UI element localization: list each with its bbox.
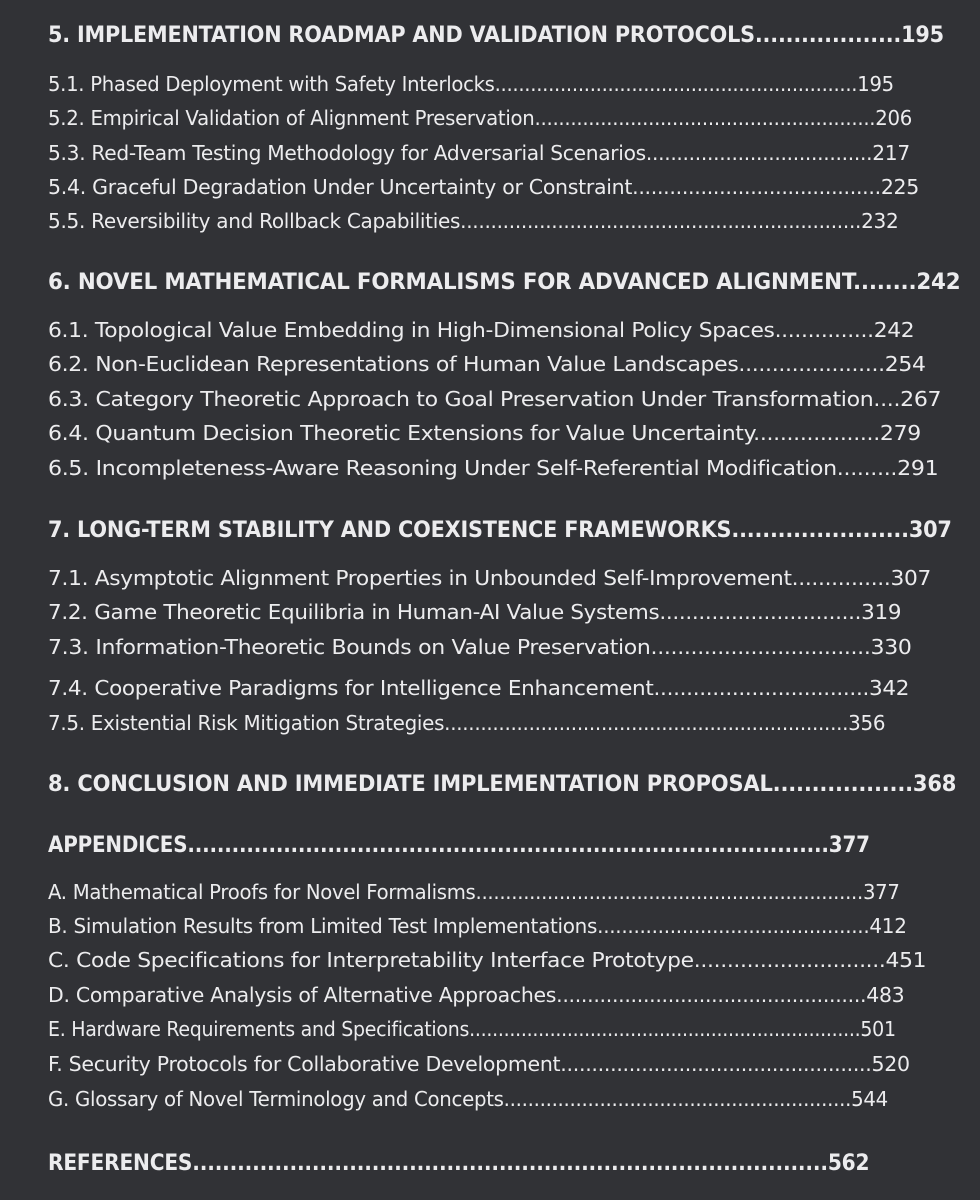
entry-title: A. Mathematical Proofs for Novel Formalisms (48, 880, 476, 904)
entry-title: 5.3. Red-Team Testing Methodology for Adversarial Scenarios (48, 141, 646, 165)
dot-leader: ......... (836, 456, 898, 480)
entry-title: 7.4. Cooperative Paradigms for Intelligence Enhancement (48, 676, 654, 700)
entry-title: 6.4. Quantum Decision Theoretic Extensions for Value Uncertainty (48, 421, 754, 445)
section-title: REFERENCES (48, 1150, 193, 1176)
section-title: 5. IMPLEMENTATION ROADMAP AND VALIDATION PROTOCOLS (48, 22, 755, 48)
toc-entry (48, 175, 919, 199)
section-title: APPENDICES (48, 832, 188, 858)
page-number: 342 (869, 676, 910, 700)
page-number: 319 (861, 600, 902, 624)
toc-entry (48, 106, 912, 130)
dot-leader: ......................................................... (534, 106, 876, 130)
page-number: 195 (901, 22, 944, 48)
toc-entry (48, 387, 941, 411)
dot-leader: .......................................................... (503, 1087, 852, 1111)
page-number: 368 (912, 771, 957, 797)
entry-title: E. Hardware Requirements and Specifications (48, 1017, 470, 1041)
toc-section-heading (48, 1150, 869, 1176)
page-number: 544 (851, 1087, 888, 1111)
page-number: 330 (870, 635, 912, 659)
toc-entry (48, 72, 894, 96)
dot-leader: ............................................................. (494, 72, 858, 96)
toc-section-heading (48, 832, 870, 858)
toc-entry (48, 711, 885, 735)
dot-leader: ................................................................. (475, 880, 863, 904)
toc-entry (48, 880, 900, 904)
page-number: 562 (827, 1150, 870, 1176)
toc-entry (48, 318, 914, 342)
page-number: 483 (866, 983, 905, 1007)
entry-title: 5.4. Graceful Degradation Under Uncertainty or Constraint (48, 175, 633, 199)
page-number: 356 (848, 711, 886, 735)
toc-entry (48, 421, 921, 445)
toc-entry (48, 1017, 896, 1041)
dot-leader: .................................................................. (460, 209, 862, 233)
toc-section-heading (48, 517, 952, 543)
entry-title: 7.3. Information-Theoretic Bounds on Value Preservation (48, 635, 651, 659)
toc-entry (48, 209, 898, 233)
dot-leader: ............................................. (597, 914, 870, 938)
toc-section-heading (48, 771, 956, 797)
toc-entry (48, 456, 938, 480)
page-number: 451 (885, 948, 927, 972)
dot-leader: .................................................................... (469, 1017, 861, 1041)
dot-leader: ................................................................... (444, 711, 849, 735)
entry-title: 7.2. Game Theoretic Equilibria in Human-AI Value Systems (48, 600, 660, 624)
entry-title: C. Code Specifications for Interpretability Interface Prototype (48, 948, 694, 972)
page-number: 217 (872, 141, 910, 165)
toc-entry (48, 635, 912, 659)
page-number: 267 (900, 387, 942, 411)
entry-title: 7.1. Asymptotic Alignment Properties in Unbounded Self-Improvement (48, 566, 792, 590)
page-number: 242 (873, 318, 915, 342)
dot-leader: ..................................... (645, 141, 873, 165)
entry-title: 5.5. Reversibility and Rollback Capabilities (48, 209, 461, 233)
dot-leader: ................... (753, 421, 880, 445)
toc-entry (48, 352, 926, 376)
dot-leader: ....................... (731, 517, 909, 543)
toc-entry (48, 676, 909, 700)
dot-leader: ................................. (653, 676, 870, 700)
section-title: 8. CONCLUSION AND IMMEDIATE IMPLEMENTATION PROPOSAL (48, 771, 773, 797)
page-number: 412 (869, 914, 907, 938)
dot-leader: ........ (852, 269, 917, 295)
entry-title: 7.5. Existential Risk Mitigation Strategies (48, 711, 445, 735)
page-number: 377 (862, 880, 900, 904)
page-number: 520 (871, 1052, 910, 1076)
page-number: 307 (908, 517, 952, 543)
dot-leader: ................... (754, 22, 902, 48)
dot-leader: ..................................................................................... (192, 1150, 828, 1176)
dot-leader: ............................... (659, 600, 862, 624)
entry-title: D. Comparative Analysis of Alternative Approaches (48, 983, 557, 1007)
toc-entry (48, 983, 904, 1007)
entry-title: 5.2. Empirical Validation of Alignment Preservation (48, 106, 535, 130)
page-number: 254 (884, 352, 926, 376)
toc-section-heading (48, 269, 960, 295)
entry-title: G. Glossary of Novel Terminology and Concepts (48, 1087, 504, 1111)
page-number: 242 (916, 269, 961, 295)
toc-entry (48, 948, 926, 972)
toc-entry (48, 1052, 910, 1076)
section-title: 6. NOVEL MATHEMATICAL FORMALISMS FOR ADVANCED ALIGNMENT (48, 269, 853, 295)
page-number: 377 (828, 832, 870, 858)
dot-leader: .... (873, 387, 901, 411)
entry-title: 6.1. Topological Value Embedding in High-Dimensional Policy Spaces (48, 318, 775, 342)
dot-leader: .................................................. (556, 983, 867, 1007)
dot-leader: ............... (774, 318, 874, 342)
entry-title: 6.2. Non-Euclidean Representations of Human Value Landscapes (48, 352, 739, 376)
toc-entry (48, 600, 901, 624)
dot-leader: ................................. (650, 635, 871, 659)
toc-entry (48, 1087, 888, 1111)
dot-leader: .................................................. (560, 1052, 872, 1076)
page-number: 225 (880, 175, 920, 199)
dot-leader: ........................................ (632, 175, 881, 199)
page-number: 206 (875, 106, 913, 130)
dot-leader: ...................... (738, 352, 885, 376)
entry-title: 6.5. Incompleteness-Aware Reasoning Under Self-Referential Modification (48, 456, 837, 480)
page-number: 195 (857, 72, 894, 96)
toc-entry (48, 141, 910, 165)
dot-leader: ............................. (693, 948, 886, 972)
dot-leader: ....................................................................................... (187, 832, 829, 858)
toc-entry (48, 914, 907, 938)
dot-leader: ............... (791, 566, 891, 590)
dot-leader: .................. (772, 771, 913, 797)
entry-title: F. Security Protocols for Collaborative Development (48, 1052, 561, 1076)
page-number: 291 (897, 456, 939, 480)
toc-entry (48, 566, 931, 590)
page-number: 279 (879, 421, 921, 445)
entry-title: B. Simulation Results from Limited Test Implementations (48, 914, 598, 938)
entry-title: 6.3. Category Theoretic Approach to Goal Preservation Under Transformation (48, 387, 874, 411)
page-number: 307 (890, 566, 931, 590)
page-number: 232 (861, 209, 899, 233)
entry-title: 5.1. Phased Deployment with Safety Interlocks (48, 72, 495, 96)
section-title: 7. LONG-TERM STABILITY AND COEXISTENCE FRAMEWORKS (48, 517, 732, 543)
page-number: 501 (860, 1017, 896, 1041)
toc-section-heading (48, 22, 944, 48)
